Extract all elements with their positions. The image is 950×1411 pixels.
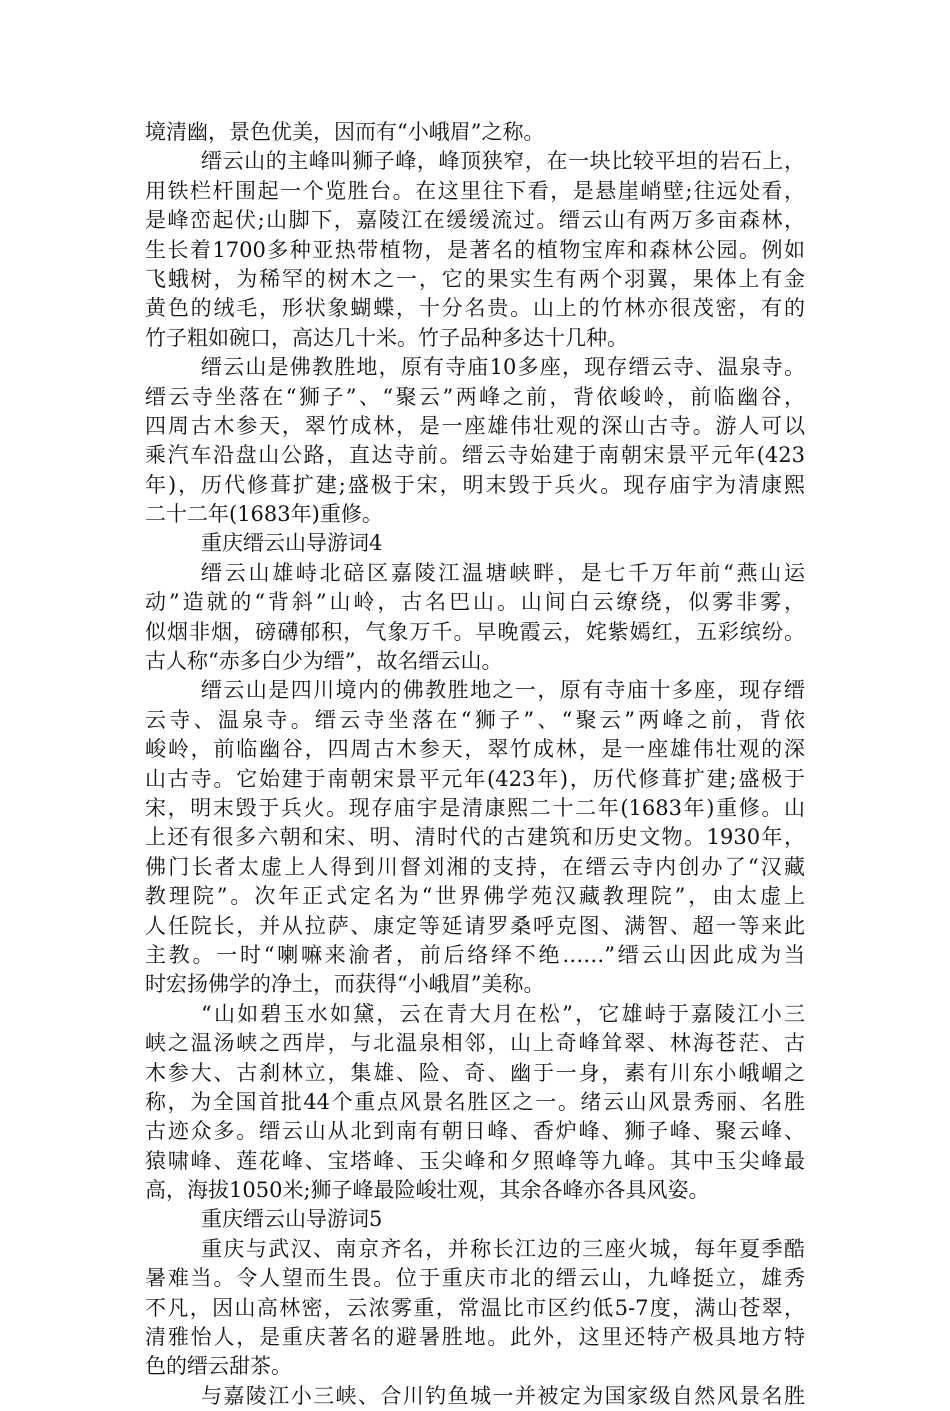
text-line: 四周古木参天，翠竹成林，是一座雄伟壮观的深山古寺。游人可以 <box>145 413 805 438</box>
text-line: 飞蛾树，为稀罕的树木之一，它的果实生有两个羽翼，果体上有金 <box>145 266 805 291</box>
text-line: 缙云山是四川境内的佛教胜地之一，原有寺庙十多座，现存缙 <box>201 678 805 703</box>
text-line: 云寺、温泉寺。缙云寺坐落在“狮子”、“聚云”两峰之前，背依 <box>145 707 805 732</box>
text-line: 竹子粗如碗口，高达几十米。竹子品种多达十几种。 <box>145 325 628 350</box>
text-line: 称，为全国首批44个重点风景名胜区之一。绪云山风景秀丽、名胜 <box>145 1089 805 1114</box>
text-line: 与嘉陵江小三峡、合川钓鱼城一并被定为国家级自然风景名胜 <box>201 1383 805 1408</box>
text-line: 宋，明末毁于兵火。现存庙宇是清康熙二十二年(1683年)重修。山 <box>145 795 805 820</box>
text-line: 黄色的绒毛，形状象蝴蝶，十分名贵。山上的竹林亦很茂密，有的 <box>145 296 805 321</box>
document-page <box>145 118 805 1411</box>
section-heading: 重庆缙云山导游词5 <box>201 1207 383 1232</box>
text-line: 缙云山雄峙北碚区嘉陵江温塘峡畔，是七千万年前“燕山运 <box>201 560 805 585</box>
text-line: 高，海拔1050米;狮子峰最险峻壮观，其余各峰亦各具风姿。 <box>145 1178 710 1203</box>
text-line: 古迹众多。缙云山从北到南有朝日峰、香炉峰、狮子峰、聚云峰、 <box>145 1119 805 1144</box>
text-line: 是峰峦起伏;山脚下，嘉陵江在缓缓流过。缙云山有两万多亩森林， <box>145 208 805 233</box>
text-line: 动”造就的“背斜”山岭，古名巴山。山间白云缭绕，似雾非雾， <box>145 590 805 615</box>
text-line: 教理院”。次年正式定名为“世界佛学苑汉藏教理院”，由太虚上 <box>145 884 805 909</box>
text-line: 峻岭，前临幽谷，四周古木参天，翠竹成林，是一座雄伟壮观的深 <box>145 737 805 762</box>
text-line: 猿啸峰、莲花峰、宝塔峰、玉尖峰和夕照峰等九峰。其中玉尖峰最 <box>145 1148 805 1173</box>
text-line: 用铁栏杆围起一个览胜台。在这里往下看，是悬崖峭壁;往远处看， <box>145 178 805 203</box>
text-line: 上还有很多六朝和宋、明、清时代的古建筑和历史文物。1930年， <box>145 825 805 850</box>
text-line: 木参大、古刹林立，集雄、险、奇、幽于一身，素有川东小峨嵋之 <box>145 1060 805 1085</box>
text-line: 年)，历代修葺扩建;盛极于宋，明末毁于兵火。现存庙宇为清康熙 <box>145 472 805 497</box>
text-line: 缙云山的主峰叫狮子峰，峰顶狭窄，在一块比较平坦的岩石上， <box>201 149 805 174</box>
text-line: 缙云山是佛教胜地，原有寺庙10多座，现存缙云寺、温泉寺。 <box>201 355 805 380</box>
section-heading: 重庆缙云山导游词4 <box>201 531 383 556</box>
text-line: 似烟非烟，磅礴郁积，气象万千。早晚霞云，姹紫嫣红，五彩缤纷。 <box>145 619 805 644</box>
text-line: 峡之温汤峡之西岸，与北温泉相邻，山上奇峰耸翠、林海苍茫、古 <box>145 1031 805 1056</box>
text-line: “山如碧玉水如黛，云在青大月在松”，它雄峙于嘉陵江小三 <box>201 1001 805 1026</box>
text-line: 暑难当。令人望而生畏。位于重庆市北的缙云山，九峰挺立，雄秀 <box>145 1266 805 1291</box>
text-line: 色的缙云甜茶。 <box>145 1354 292 1379</box>
text-line: 乘汽车沿盘山公路，直达寺前。缙云寺始建于南朝宋景平元年(423 <box>145 443 805 468</box>
text-line: 二十二年(1683年)重修。 <box>145 502 383 527</box>
text-line: 主教。一时“喇嘛来渝者，前后络绎不绝……”缙云山因此成为当 <box>145 942 805 967</box>
text-line: 时宏扬佛学的净土，而获得“小峨眉”美称。 <box>145 972 545 997</box>
text-line: 山古寺。它始建于南朝宋景平元年(423年)，历代修葺扩建;盛极于 <box>145 766 805 791</box>
text-line: 不凡，因山高林密，云浓雾重，常温比市区约低5-7度，满山苍翠， <box>145 1295 805 1320</box>
text-line: 人任院长，并从拉萨、康定等延请罗桑呼克图、满智、超一等来此 <box>145 913 805 938</box>
text-line: 生长着1700多种亚热带植物，是著名的植物宝库和森林公园。例如 <box>145 237 805 262</box>
text-line: 清雅怡人，是重庆著名的避暑胜地。此外，这里还特产极具地方特 <box>145 1325 805 1350</box>
text-line: 佛门长者太虚上人得到川督刘湘的支持，在缙云寺内创办了“汉藏 <box>145 854 805 879</box>
text-line: 重庆与武汉、南京齐名，并称长江边的三座火城，每年夏季酷 <box>201 1236 805 1261</box>
text-line: 古人称“赤多白少为缙”，故名缙云山。 <box>145 649 503 674</box>
text-line: 缙云寺坐落在“狮子”、“聚云”两峰之前，背依峻岭，前临幽谷， <box>145 384 805 409</box>
text-line: 境清幽，景色优美，因而有“小峨眉”之称。 <box>145 120 545 144</box>
